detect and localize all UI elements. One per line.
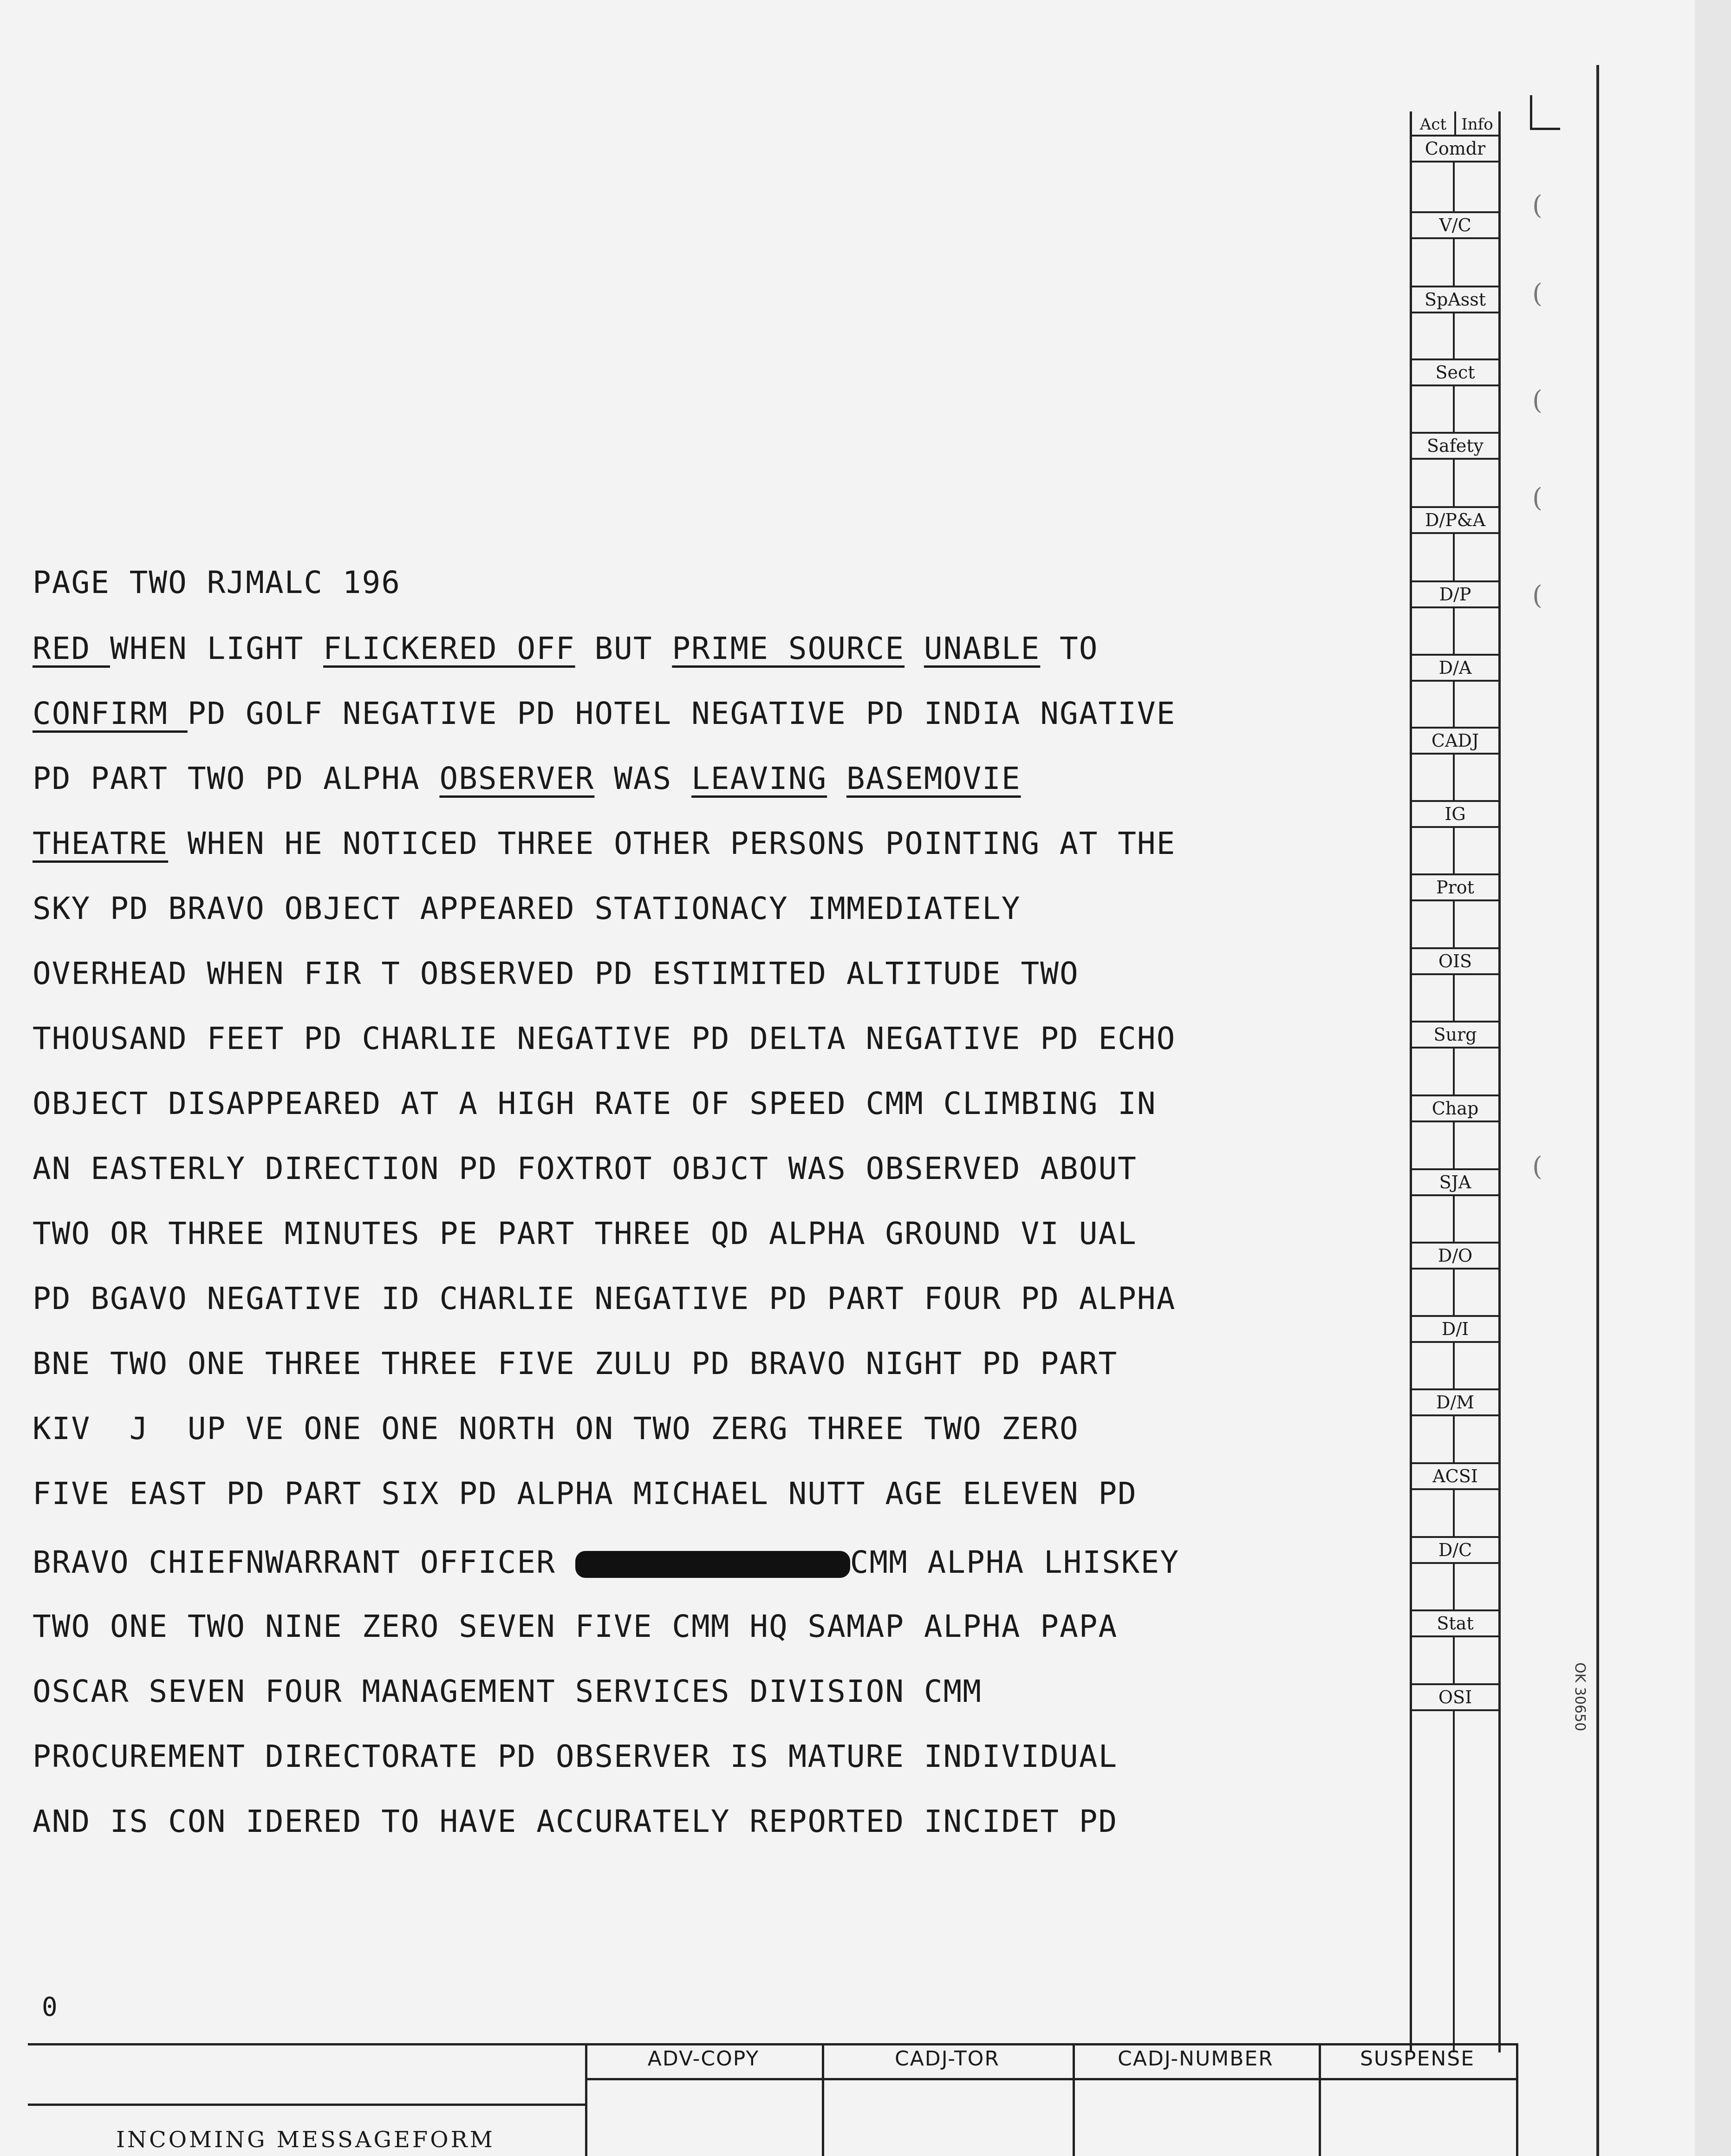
body-line — [33, 1085, 1240, 1122]
redacted-line-after: CMM ALPHA LHISKEY — [850, 1544, 1180, 1580]
line-text: OBJECT DISAPPEARED AT A HIGH RATE OF SPEED CMM CLIMBING IN — [33, 1086, 1157, 1121]
line-text — [827, 761, 846, 796]
body-line — [33, 695, 1240, 732]
body-line — [33, 825, 1240, 862]
page-header: PAGE TWO RJMALC 196 — [33, 565, 401, 600]
hole-mark-icon: ( — [1532, 279, 1542, 309]
routing-office: Stat — [1412, 1609, 1498, 1637]
underlined-text: THEATRE — [33, 826, 169, 861]
body-line — [33, 760, 1240, 797]
line-text — [905, 631, 924, 666]
body-line — [33, 1020, 1240, 1057]
underlined-text: RED — [33, 631, 110, 666]
routing-office: V/C — [1412, 211, 1498, 239]
message-form-footer — [28, 2043, 1518, 2156]
line-text: TWO OR THREE MINUTES PE PART THREE QD ALPHA GROUND VI UAL — [33, 1216, 1137, 1251]
hole-mark-icon: ( — [1532, 580, 1542, 611]
underlined-text: FLICKERED OFF — [323, 631, 575, 666]
routing-office: SJA — [1412, 1168, 1498, 1196]
line-text: PD GOLF NEGATIVE PD HOTEL NEGATIVE PD INDIA NGATIVE — [187, 696, 1176, 731]
cadj-tor-label: CADJ-TOR — [894, 2047, 1000, 2071]
hole-mark-icon: ( — [1532, 190, 1542, 221]
line-text: PD BGAVO NEGATIVE ID CHARLIE NEGATIVE PD PART FOUR PD ALPHA — [33, 1281, 1176, 1316]
suspense-label: SUSPENSE — [1360, 2047, 1475, 2071]
routing-office: D/P — [1412, 580, 1498, 608]
line-text: WHEN HE NOTICED THREE OTHER PERSONS POINTING AT THE — [168, 826, 1176, 861]
routing-office: D/P&A — [1412, 506, 1498, 534]
form-title: INCOMING MESSAGEFORM — [116, 2127, 495, 2153]
underlined-text: OBSERVER — [439, 761, 595, 796]
line-text: BUT — [575, 631, 672, 666]
line-text: WAS — [594, 761, 692, 796]
body-line — [33, 890, 1240, 927]
routing-office: OSI — [1412, 1683, 1498, 1711]
redaction-bar — [575, 1551, 850, 1578]
routing-office: ACSI — [1412, 1462, 1498, 1490]
redacted-line-before: BRAVO CHIEFNWARRANT OFFICER — [33, 1544, 575, 1580]
hole-mark-icon: ( — [1532, 483, 1542, 513]
corner-mark-icon — [1530, 95, 1560, 130]
routing-office: OIS — [1412, 947, 1498, 975]
body-line — [33, 1410, 1240, 1447]
line-text: OVERHEAD WHEN FIR T OBSERVED PD ESTIMITED ALTITUDE TWO — [33, 956, 1079, 991]
routing-office: D/M — [1412, 1388, 1498, 1416]
form-rule — [28, 2104, 585, 2106]
routing-head-act: Act — [1419, 115, 1447, 134]
routing-office: CADJ — [1412, 727, 1498, 755]
cadj-number-label: CADJ-NUMBER — [1118, 2047, 1274, 2071]
footer-mark: 0 — [42, 1992, 58, 2022]
line-text: WHEN LIGHT — [110, 631, 324, 666]
body-line — [33, 955, 1240, 992]
hole-mark-icon: ( — [1532, 1152, 1542, 1182]
routing-office: Safety — [1412, 432, 1498, 460]
adv-copy-label: ADV-COPY — [647, 2047, 760, 2071]
line-text: KIV J UP VE ONE ONE NORTH ON TWO ZERG THREE TWO ZERO — [33, 1411, 1079, 1446]
line-text: FIVE EAST PD PART SIX PD ALPHA MICHAEL NUTT AGE ELEVEN PD — [33, 1476, 1137, 1511]
line-text: PD PART TWO PD ALPHA — [33, 761, 440, 796]
underlined-text: BASEMOVIE — [846, 761, 1021, 796]
side-code: OK 30650 — [1572, 1662, 1588, 1732]
line-text: THOUSAND FEET PD CHARLIE NEGATIVE PD DELTA NEGATIVE PD ECHO — [33, 1021, 1176, 1056]
line-text: TO — [1040, 631, 1099, 666]
underlined-text: PRIME SOURCE — [672, 631, 905, 666]
routing-office: D/C — [1412, 1536, 1498, 1564]
body-line — [33, 1280, 1240, 1317]
line-text: SKY PD BRAVO OBJECT APPEARED STATIONACY IMMEDIATELY — [33, 891, 1021, 926]
routing-office: D/I — [1412, 1315, 1498, 1343]
routing-office: D/O — [1412, 1242, 1498, 1270]
underlined-text: LEAVING — [691, 761, 827, 796]
body-line: AND IS CON IDERED TO HAVE ACCURATELY REPORTED INCIDET PD — [33, 1804, 1118, 1839]
underlined-text: CONFIRM — [33, 696, 188, 731]
body-line: TWO ONE TWO NINE ZERO SEVEN FIVE CMM HQ SAMAP ALPHA PAPA — [33, 1609, 1118, 1644]
hole-mark-icon: ( — [1532, 385, 1542, 416]
routing-office: SpAsst — [1412, 286, 1498, 313]
body-line — [33, 630, 1240, 667]
routing-head-info: Info — [1454, 111, 1498, 137]
line-text: BNE TWO ONE THREE THREE FIVE ZULU PD BRAVO NIGHT PD PART — [33, 1346, 1118, 1381]
form-divider — [1516, 2043, 1518, 2156]
redacted-line — [33, 1544, 1240, 1581]
routing-office: Chap — [1412, 1094, 1498, 1122]
body-line: OSCAR SEVEN FOUR MANAGEMENT SERVICES DIVISION CMM — [33, 1674, 983, 1709]
body-line — [33, 1150, 1240, 1187]
routing-column — [1410, 111, 1501, 2052]
routing-office: Surg — [1412, 1021, 1498, 1049]
body-line — [33, 1475, 1240, 1512]
underlined-text: UNABLE — [924, 631, 1041, 666]
line-text: AN EASTERLY DIRECTION PD FOXTROT OBJCT WAS OBSERVED ABOUT — [33, 1151, 1137, 1186]
routing-office: Comdr — [1412, 135, 1498, 163]
body-line — [33, 1345, 1240, 1382]
body-line — [33, 1215, 1240, 1252]
form-rule — [28, 2043, 1518, 2045]
routing-office: Prot — [1412, 873, 1498, 901]
routing-office: IG — [1412, 800, 1498, 828]
scan-border — [1695, 0, 1731, 2156]
routing-office: Sect — [1412, 358, 1498, 386]
margin-rule — [1596, 65, 1599, 2156]
form-rule — [585, 2078, 1518, 2080]
body-line: PROCUREMENT DIRECTORATE PD OBSERVER IS MATURE INDIVIDUAL — [33, 1739, 1118, 1774]
routing-office: D/A — [1412, 654, 1498, 682]
